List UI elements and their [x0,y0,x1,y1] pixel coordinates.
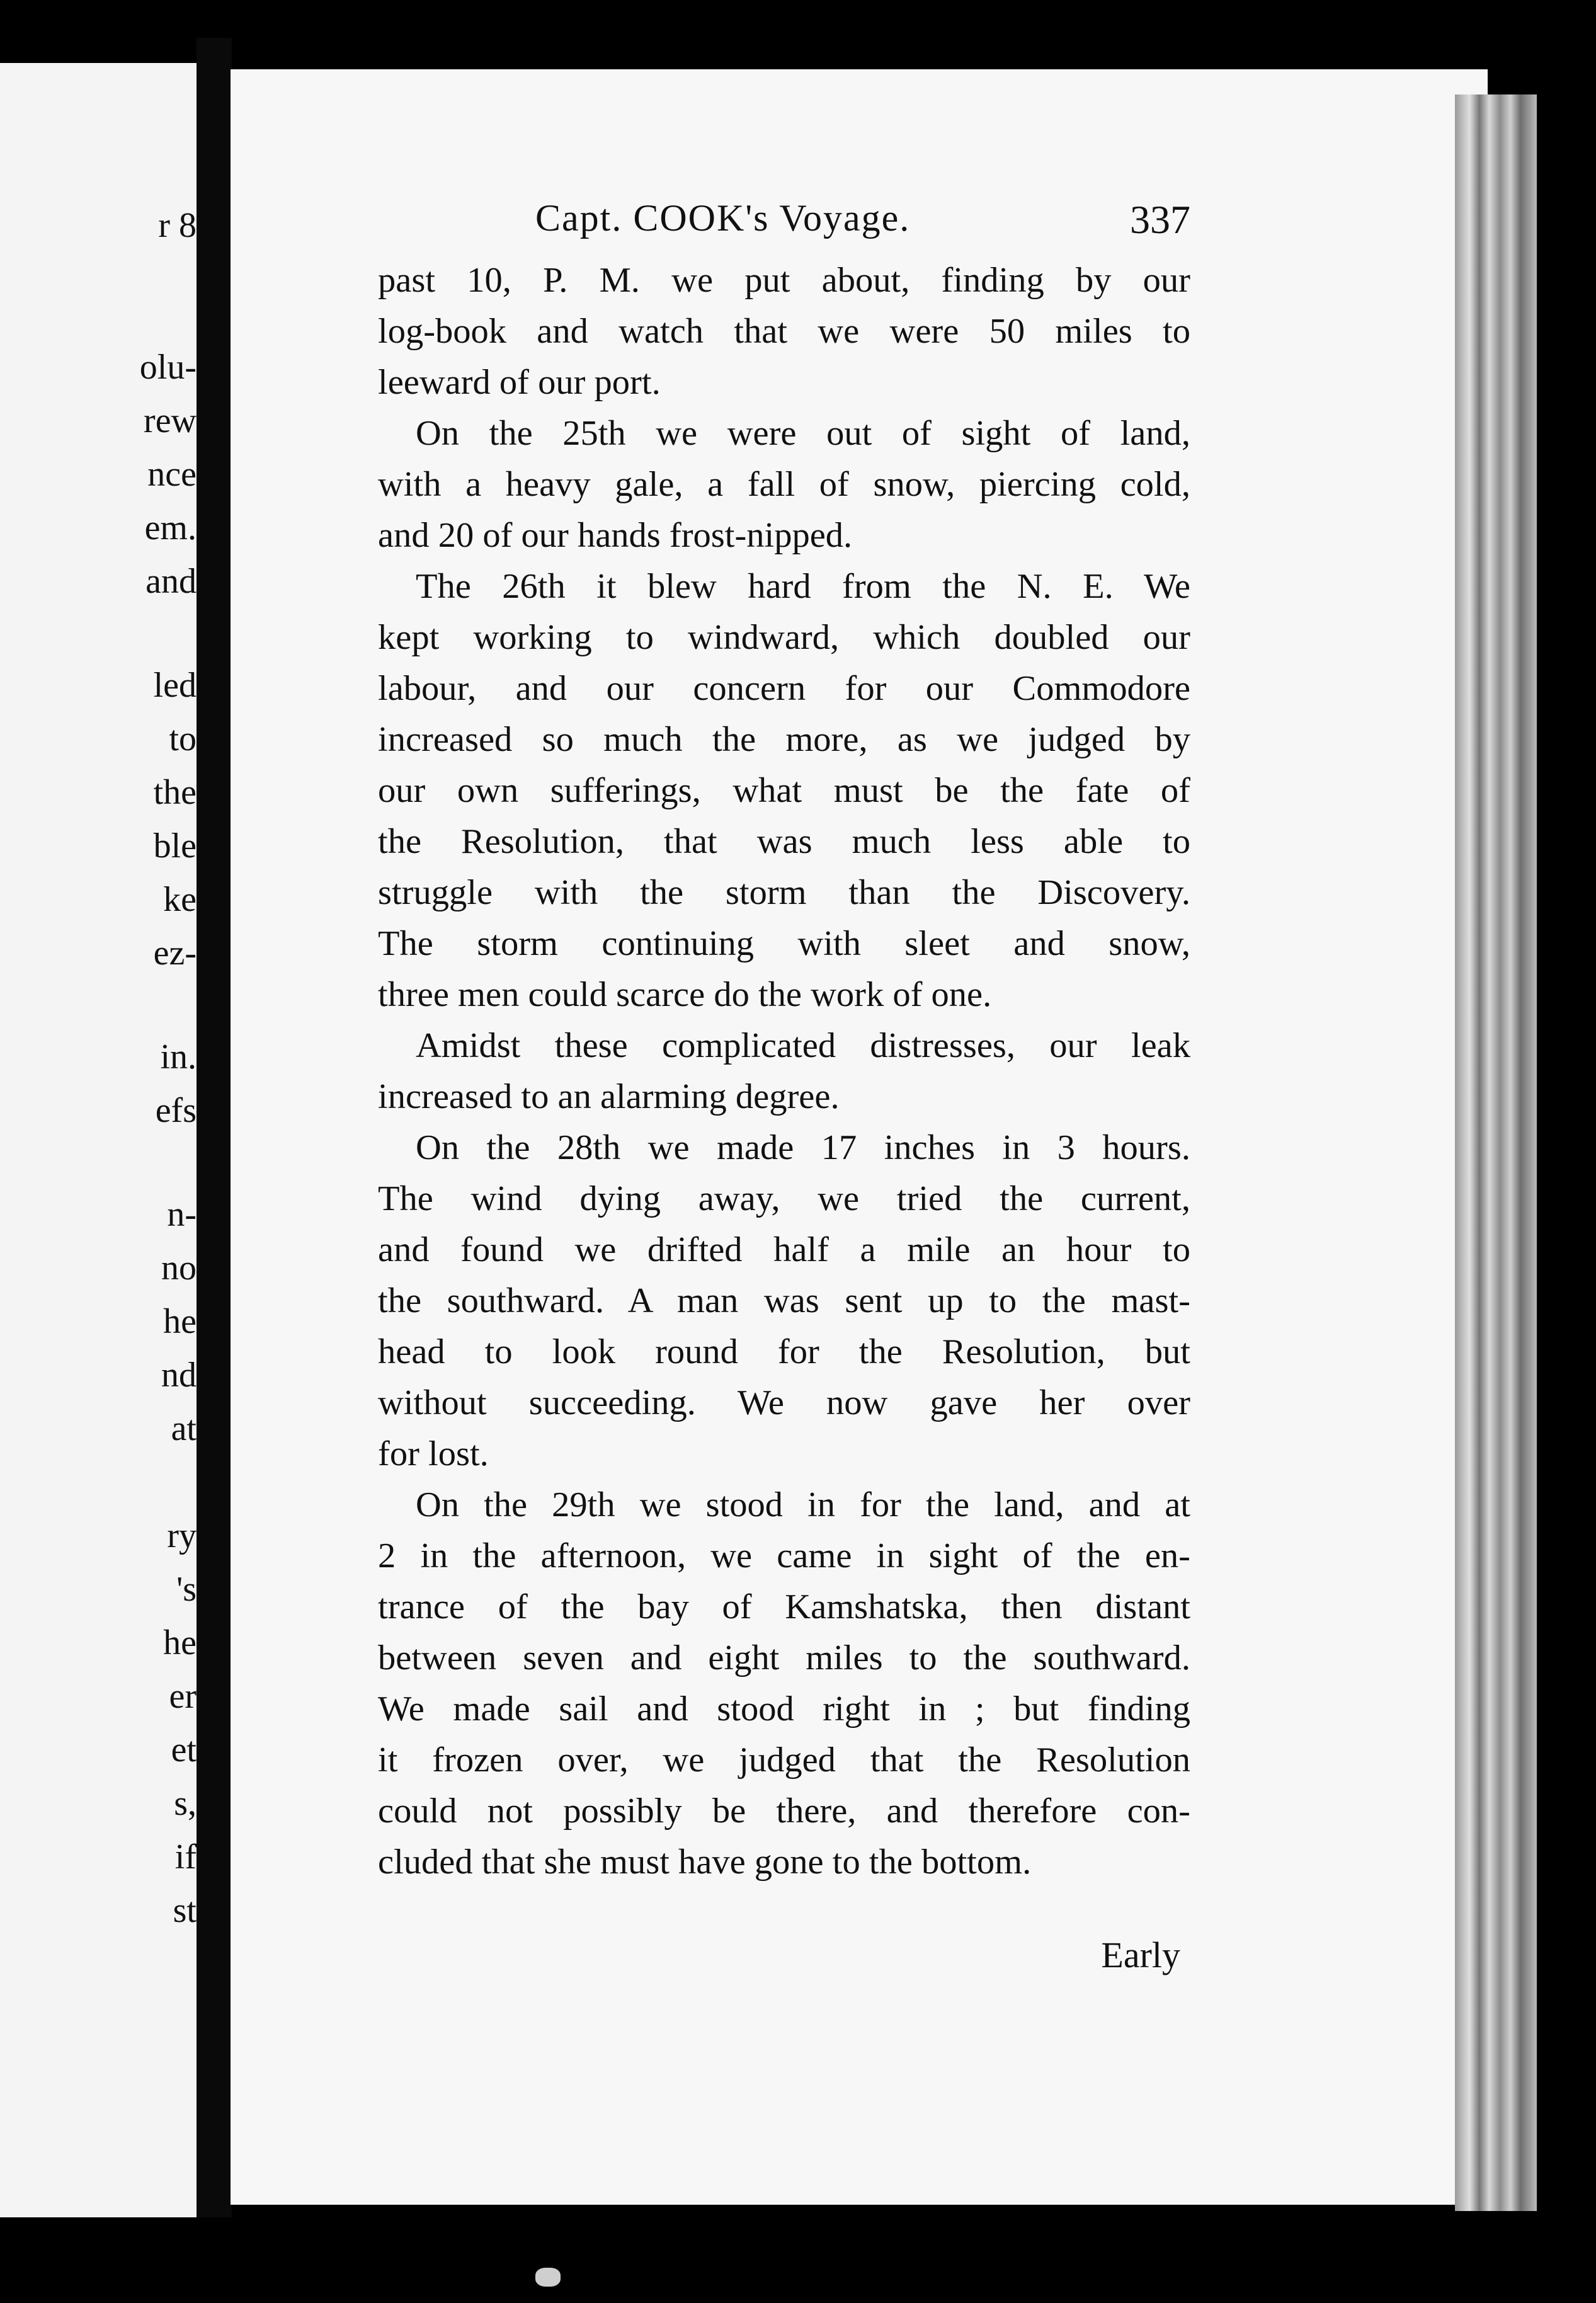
left-page-fragment: nd [161,1356,197,1395]
left-page-fragment: ke [163,880,197,919]
text-line: cluded that she must have gone to the bottom. [378,1843,1032,1882]
text-line: trance of the bay of Kamshatska, then distant [378,1587,1190,1626]
text-line: The 26th it blew hard from the N. E. We [416,567,1190,606]
left-page-fragment: if [174,1837,197,1877]
text-line: leeward of our port. [378,363,661,402]
text-line: past 10, P. M. we put about, finding by our [378,261,1190,300]
text-line: the southward. A man was sent up to the mast- [378,1281,1190,1320]
left-page-fragment: the [153,773,197,812]
text-line: and found we drifted half a mile an hour to [378,1230,1190,1269]
left-page-fragment: led [153,666,197,705]
text-line: struggle with the storm than the Discovery. [378,873,1190,912]
left-page-fragment: and [145,562,197,601]
left-page-fragment: ez- [153,934,197,973]
left-page-fragment: er [169,1677,197,1716]
paragraph [378,255,1190,408]
paragraph [378,1123,1190,1480]
left-page-fragment: n- [167,1195,197,1234]
text-line: kept working to windward, which doubled our [378,618,1190,657]
paragraph [378,1020,1190,1123]
text-line: We made sail and stood right in ; but finding [378,1689,1190,1729]
text-line: The wind dying away, we tried the current, [378,1179,1190,1218]
text-line: labour, and our concern for our Commodore [378,669,1190,708]
text-line: On the 29th we stood in for the land, and at [416,1485,1190,1524]
text-line: three men could scarce do the work of one. [378,975,992,1014]
running-header [535,197,1190,253]
left-page-fragment: s, [174,1784,197,1823]
text-line: Amidst these complicated distresses, our leak [416,1026,1190,1065]
left-page-fragment: he [163,1623,197,1662]
text-line: increased to an alarming degree. [378,1077,840,1116]
text-line: 2 in the afternoon, we came in sight of the en- [378,1536,1190,1575]
text-line: On the 25th we were out of sight of land, [416,414,1190,453]
left-page-fragment: ble [153,826,197,866]
text-line: increased so much the more, as we judged by [378,720,1190,759]
left-page-fragment: r 8 [158,206,197,245]
paragraph [378,1480,1190,1888]
text-line: On the 28th we made 17 inches in 3 hours. [416,1128,1190,1167]
text-line: between seven and eight miles to the southward. [378,1638,1190,1677]
dust-speck [535,2268,561,2287]
left-page-fragment: 's [176,1570,197,1609]
left-page-fragment: efs [155,1091,197,1130]
paragraph [378,561,1190,1020]
text-line: for lost. [378,1434,489,1473]
text-line: our own sufferings, what must be the fate of [378,771,1190,810]
catchword: Early [1101,1934,1180,1975]
left-facing-page [0,63,197,2217]
book-gutter [197,38,232,2217]
text-line: and 20 of our hands frost-nipped. [378,516,853,555]
left-page-fragment: em. [144,508,197,547]
left-page-fragment: olu- [139,348,197,387]
left-page-fragment: in. [160,1037,197,1077]
text-line: it frozen over, we judged that the Resolution [378,1740,1190,1780]
paragraph [378,408,1190,561]
body-text [378,255,1190,1888]
left-page-fragment: ry [167,1516,197,1555]
left-page-fragment: nce [147,455,197,494]
text-line: with a heavy gale, a fall of snow, piercing cold, [378,465,1190,504]
running-title: Capt. COOK's Voyage. [535,197,911,239]
left-page-fragment: at [171,1409,197,1448]
text-line: the Resolution, that was much less able to [378,822,1190,861]
left-page-fragment: he [163,1302,197,1341]
scan-border [0,2217,1596,2303]
text-line: could not possibly be there, and therefore con- [378,1792,1190,1831]
text-line: head to look round for the Resolution, but [378,1332,1190,1371]
left-page-fragment: et [171,1730,197,1769]
text-line: log-book and watch that we were 50 miles to [378,312,1190,351]
left-page-fragment: rew [144,401,197,440]
left-page-fragment: to [169,719,197,758]
left-page-fragment: st [173,1891,197,1930]
left-page-fragment: no [161,1249,197,1288]
page-edge [1455,94,1537,2211]
text-line: without succeeding. We now gave her over [378,1383,1190,1422]
text-line: The storm continuing with sleet and snow, [378,924,1190,963]
page-number: 337 [1130,197,1190,242]
